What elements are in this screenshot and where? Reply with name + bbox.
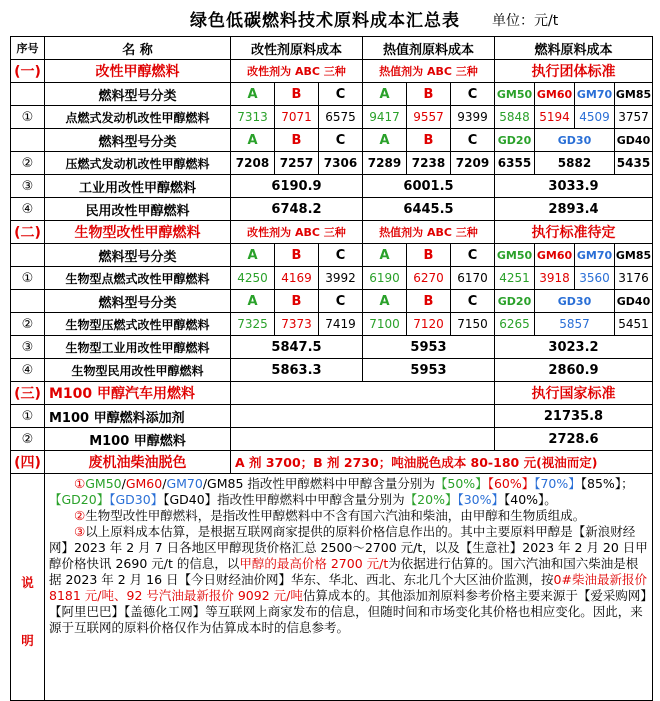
row-name: M100 甲醇燃料添加剂 xyxy=(45,405,231,428)
cell-value: 2893.4 xyxy=(495,198,653,221)
type-gd30: GD30 xyxy=(535,129,615,152)
row-no: ② xyxy=(11,152,45,175)
section-row xyxy=(11,60,653,83)
row-name: 工业用改性甲醇燃料 xyxy=(45,175,231,198)
row-name: 点燃式发动机改性甲醇燃料 xyxy=(45,106,231,129)
section-heat-note: 热值剂为 ABC 三种 xyxy=(363,221,495,244)
type-b: B xyxy=(275,83,319,106)
cell-value: 9417 xyxy=(363,106,407,129)
header-no: 序号 xyxy=(11,37,45,60)
type-a: A xyxy=(363,83,407,106)
type-a: A xyxy=(363,290,407,313)
section-row xyxy=(11,451,653,474)
cell-value: 5953 xyxy=(363,359,495,382)
section-standard: 执行标准待定 xyxy=(495,221,653,244)
cell-value: 5194 xyxy=(535,106,575,129)
table-row xyxy=(11,152,653,175)
type-b: B xyxy=(275,244,319,267)
cell-value: 3918 xyxy=(535,267,575,290)
type-gd20: GD20 xyxy=(495,290,535,313)
cost-summary-table xyxy=(10,36,653,701)
cell-value: 9557 xyxy=(407,106,451,129)
type-b: B xyxy=(275,129,319,152)
header-name: 名 称 xyxy=(45,37,231,60)
type-c: C xyxy=(451,244,495,267)
section-row xyxy=(11,382,653,405)
cell-value: 7120 xyxy=(407,313,451,336)
table-row xyxy=(11,428,653,451)
notes-body xyxy=(45,474,653,701)
section-modifier-note: 改性剂为 ABC 三种 xyxy=(231,60,363,83)
table-row xyxy=(11,198,653,221)
cell-value: 7257 xyxy=(275,152,319,175)
cell-value: 21735.8 xyxy=(495,405,653,428)
cell-value: 4509 xyxy=(575,106,615,129)
notes-label xyxy=(11,474,45,701)
cell-value: 5848 xyxy=(495,106,535,129)
cell-value: 7313 xyxy=(231,106,275,129)
cell-value: 2728.6 xyxy=(495,428,653,451)
section-no: (一) xyxy=(11,60,45,83)
cell-value: 5882 xyxy=(535,152,615,175)
cell-value: 4250 xyxy=(231,267,275,290)
cell-value: 3992 xyxy=(319,267,363,290)
row-no: ④ xyxy=(11,359,45,382)
cell-value: 7208 xyxy=(231,152,275,175)
cell-value: 5451 xyxy=(615,313,653,336)
note-2: ②生物型改性甲醇燃料，是指改性甲醇燃料中不含有国六汽油和柴油，由甲醇和生物质组成。 xyxy=(74,508,586,523)
type-c: C xyxy=(451,290,495,313)
document-title: 绿色低碳燃料技术原料成本汇总表 xyxy=(190,11,460,31)
section-name: M100 甲醇汽车用燃料 xyxy=(45,382,231,405)
type-b: B xyxy=(407,129,451,152)
type-c: C xyxy=(319,129,363,152)
row-name: M100 甲醇燃料 xyxy=(45,428,231,451)
section-row xyxy=(11,221,653,244)
cell-value: 4169 xyxy=(275,267,319,290)
row-no: ④ xyxy=(11,198,45,221)
section-standard: 执行国家标准 xyxy=(495,382,653,405)
cell-value: 5953 xyxy=(363,336,495,359)
header-modifier-cost: 改性剂原料成本 xyxy=(231,37,363,60)
section-name: 改性甲醇燃料 xyxy=(45,60,231,83)
section-no: (四) xyxy=(11,451,45,474)
type-a: A xyxy=(231,290,275,313)
type-row xyxy=(11,129,653,152)
cell-value: 6265 xyxy=(495,313,535,336)
cell-value: 7306 xyxy=(319,152,363,175)
type-row xyxy=(11,244,653,267)
type-label: 燃料型号分类 xyxy=(45,244,231,267)
type-label: 燃料型号分类 xyxy=(45,290,231,313)
cell-value: 7238 xyxy=(407,152,451,175)
type-gm85: GM85 xyxy=(615,83,653,106)
type-b: B xyxy=(407,83,451,106)
cell-value: 5857 xyxy=(535,313,615,336)
header-heat-cost: 热值剂原料成本 xyxy=(363,37,495,60)
row-no: ① xyxy=(11,106,45,129)
table-header xyxy=(11,37,653,60)
row-no: ① xyxy=(11,267,45,290)
row-no: ② xyxy=(11,428,45,451)
type-c: C xyxy=(451,129,495,152)
cell-value: 7289 xyxy=(363,152,407,175)
type-a: A xyxy=(363,129,407,152)
cell-value: 7100 xyxy=(363,313,407,336)
section-name: 生物型改性甲醇燃料 xyxy=(45,221,231,244)
type-c: C xyxy=(319,290,363,313)
section-heat-note: 热值剂为 ABC 三种 xyxy=(363,60,495,83)
cell-value: 3023.2 xyxy=(495,336,653,359)
row-no: ③ xyxy=(11,175,45,198)
type-gd40: GD40 xyxy=(615,290,653,313)
notes-row xyxy=(11,474,653,701)
row-name: 生物型点燃式改性甲醇燃料 xyxy=(45,267,231,290)
section-name: 废机油柴油脱色 xyxy=(45,451,231,474)
type-gm50: GM50 xyxy=(495,244,535,267)
row-name: 压燃式发动机改性甲醇燃料 xyxy=(45,152,231,175)
header-fuel-cost: 燃料原料成本 xyxy=(495,37,653,60)
row-name: 生物型压燃式改性甲醇燃料 xyxy=(45,313,231,336)
table-row xyxy=(11,313,653,336)
row-name: 生物型工业用改性甲醇燃料 xyxy=(45,336,231,359)
type-gm60: GM60 xyxy=(535,83,575,106)
type-label: 燃料型号分类 xyxy=(45,83,231,106)
note-3: ③以上原料成本估算，是根据互联网商家提供的原料价格信息作出的。其中主要原料甲醇是【新浪财经网】2023 年 2 月 7 日各地区甲醇现货价格汇总 2500～2700 元/t，以及【生意社】2023 年 2 月 20 日甲醇价格快讯 2690 元/t 的信息，以甲醇的最高价格 2700 元/t为依据进行估算的。国六汽油和国六柴油是根据 2023 年 2 月 16 日【今日财经油价网】华东、华北、西北、东北几个大区油价监测，按0#柴油最新报价 8181 元/吨、92 号汽油最新报价 9092 元/吨估算成本的。其他添加剂原料参考价格主要来源于【爱采购网】【阿里巴巴】【盖德化工网】等互联网上商家发布的信息，但随时间和市场变化其价格也相应变化。因此，来源于互联网的原料价格仅作为估算成本时的信息参考。 xyxy=(49,524,648,635)
cell-value: 6748.2 xyxy=(231,198,363,221)
table-row xyxy=(11,359,653,382)
type-gm85: GM85 xyxy=(615,244,653,267)
cell-value: 7373 xyxy=(275,313,319,336)
type-gm70: GM70 xyxy=(575,83,615,106)
type-b: B xyxy=(275,290,319,313)
type-b: B xyxy=(407,244,451,267)
section-modifier-note: 改性剂为 ABC 三种 xyxy=(231,221,363,244)
cell-value: 7325 xyxy=(231,313,275,336)
unit-label: 单位：元/t xyxy=(492,13,559,29)
table-row xyxy=(11,405,653,428)
type-gm60: GM60 xyxy=(535,244,575,267)
cell-value: 2860.9 xyxy=(495,359,653,382)
cell-value: 7071 xyxy=(275,106,319,129)
cell-value: 7419 xyxy=(319,313,363,336)
row-name: 民用改性甲醇燃料 xyxy=(45,198,231,221)
row-name: 生物型民用改性甲醇燃料 xyxy=(45,359,231,382)
row-no: ③ xyxy=(11,336,45,359)
cell-value: 5863.3 xyxy=(231,359,363,382)
type-c: C xyxy=(451,83,495,106)
cell-value: 6445.5 xyxy=(363,198,495,221)
type-gd20: GD20 xyxy=(495,129,535,152)
type-row xyxy=(11,290,653,313)
row-no: ② xyxy=(11,313,45,336)
cell-value: 3560 xyxy=(575,267,615,290)
type-a: A xyxy=(231,129,275,152)
type-gd40: GD40 xyxy=(615,129,653,152)
cell-value: 6270 xyxy=(407,267,451,290)
cell-value: 6001.5 xyxy=(363,175,495,198)
cell-value: 6190 xyxy=(363,267,407,290)
type-a: A xyxy=(231,83,275,106)
cell-value: 7209 xyxy=(451,152,495,175)
type-label: 燃料型号分类 xyxy=(45,129,231,152)
title-bar xyxy=(0,0,660,36)
type-gd30: GD30 xyxy=(535,290,615,313)
section-description: A 剂 3700；B 剂 2730；吨油脱色成本 80-180 元(视油而定) xyxy=(231,451,653,474)
table-row xyxy=(11,267,653,290)
table-row xyxy=(11,175,653,198)
cell-value: 7150 xyxy=(451,313,495,336)
cell-value: 6190.9 xyxy=(231,175,363,198)
section-no: (三) xyxy=(11,382,45,405)
type-c: C xyxy=(319,244,363,267)
section-standard: 执行团体标准 xyxy=(495,60,653,83)
cell-value: 9399 xyxy=(451,106,495,129)
cell-value: 6355 xyxy=(495,152,535,175)
row-no: ① xyxy=(11,405,45,428)
notes-label-bottom: 明 xyxy=(21,633,34,648)
type-b: B xyxy=(407,290,451,313)
cell-value: 6575 xyxy=(319,106,363,129)
type-row xyxy=(11,83,653,106)
cell-value: 4251 xyxy=(495,267,535,290)
cell-value: 5847.5 xyxy=(231,336,363,359)
note-1: ①GM50/GM60/GM70/GM85 指改性甲醇燃料中甲醇含量分别为【50%】【60%】【70%】【85%】；【GD20】【GD30】【GD40】指改性甲醇燃料中甲醇含量分别为【20%】【30%】【40%】。 xyxy=(49,476,634,507)
type-c: C xyxy=(319,83,363,106)
cell-value: 3176 xyxy=(615,267,653,290)
type-gm50: GM50 xyxy=(495,83,535,106)
table-row xyxy=(11,336,653,359)
cell-value: 6170 xyxy=(451,267,495,290)
notes-label-top: 说 xyxy=(21,575,34,590)
cell-value: 5435 xyxy=(615,152,653,175)
type-gm70: GM70 xyxy=(575,244,615,267)
type-a: A xyxy=(231,244,275,267)
cell-value: 3757 xyxy=(615,106,653,129)
section-no: (二) xyxy=(11,221,45,244)
cell-value: 3033.9 xyxy=(495,175,653,198)
table-row xyxy=(11,106,653,129)
type-a: A xyxy=(363,244,407,267)
